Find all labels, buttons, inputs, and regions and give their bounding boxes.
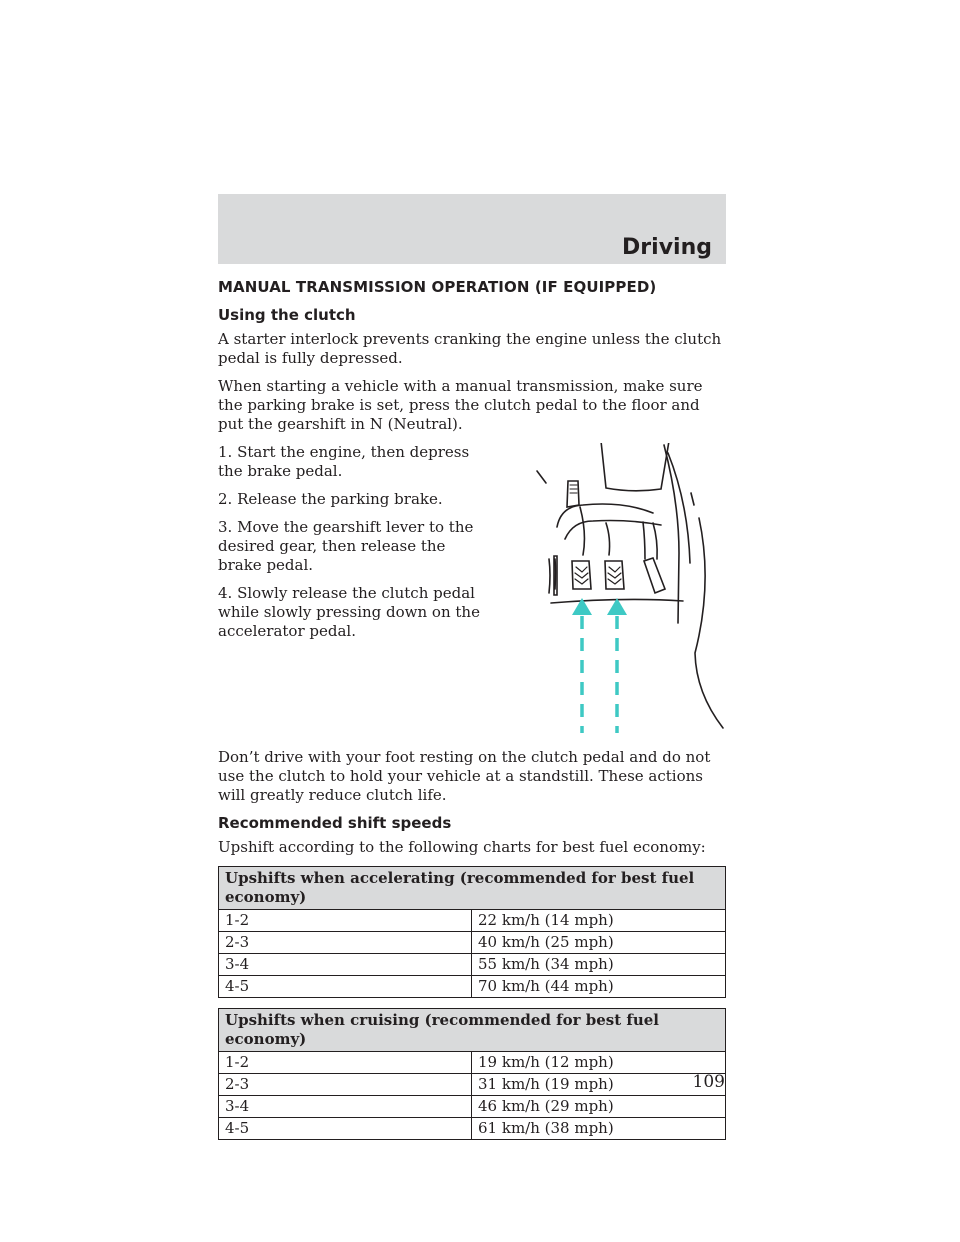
step-2: 2. Release the parking brake.	[218, 490, 443, 508]
table-header-row	[219, 867, 726, 910]
table-row	[219, 1118, 726, 1140]
gear-cell: 1-2	[219, 910, 472, 932]
table-title: Upshifts when accelerating (recommended for best fuel economy)	[219, 867, 726, 910]
table-title: Upshifts when cruising (recommended for best fuel economy)	[219, 1009, 726, 1052]
gear-cell: 1-2	[219, 1052, 472, 1074]
clutch-paragraph-3: Don’t drive with your foot resting on the clutch pedal and do not use the clutch to hold your vehicle at a standstill. These actions will greatly reduce clutch life.	[218, 748, 711, 804]
table-row	[219, 1052, 726, 1074]
table-header-row	[219, 1009, 726, 1052]
shift-subheading: Recommended shift speeds	[218, 814, 452, 832]
pedal-diagram-icon	[483, 443, 726, 748]
table-row	[219, 976, 726, 998]
table-row	[219, 954, 726, 976]
cruising-table	[218, 1008, 726, 1140]
gear-cell: 3-4	[219, 954, 472, 976]
speed-cell: 40 km/h (25 mph)	[472, 932, 726, 954]
step-3: 3. Move the gearshift lever to the desired gear, then release the brake pedal.	[218, 518, 474, 574]
table-row	[219, 1096, 726, 1118]
speed-cell: 70 km/h (44 mph)	[472, 976, 726, 998]
speed-cell: 22 km/h (14 mph)	[472, 910, 726, 932]
pedal-illustration	[483, 443, 726, 748]
table-row	[219, 1074, 726, 1096]
table-row	[219, 932, 726, 954]
steps-section	[218, 443, 726, 748]
clutch-paragraph-1: A starter interlock prevents cranking the engine unless the clutch pedal is fully depressed.	[218, 330, 722, 367]
speed-cell: 46 km/h (29 mph)	[472, 1096, 726, 1118]
step-1: 1. Start the engine, then depress the brake pedal.	[218, 443, 470, 480]
gear-cell: 2-3	[219, 1074, 472, 1096]
gear-cell: 2-3	[219, 932, 472, 954]
speed-cell: 31 km/h (19 mph)	[472, 1074, 726, 1096]
arrow-icons	[572, 598, 627, 733]
gear-cell: 4-5	[219, 1118, 472, 1140]
clutch-subheading: Using the clutch	[218, 306, 356, 324]
accelerating-table	[218, 866, 726, 998]
shift-intro: Upshift according to the following charts for best fuel economy:	[218, 838, 706, 856]
gear-cell: 3-4	[219, 1096, 472, 1118]
speed-cell: 55 km/h (34 mph)	[472, 954, 726, 976]
gear-cell: 4-5	[219, 976, 472, 998]
main-heading: MANUAL TRANSMISSION OPERATION (IF EQUIPPED)	[218, 278, 657, 296]
page-content	[218, 278, 726, 1150]
speed-cell: 61 km/h (38 mph)	[472, 1118, 726, 1140]
clutch-paragraph-2: When starting a vehicle with a manual transmission, make sure the parking brake is set, press the clutch pedal to the floor and put the gearshift in N (Neutral).	[218, 377, 703, 433]
section-title: Driving	[622, 235, 712, 260]
speed-cell: 19 km/h (12 mph)	[472, 1052, 726, 1074]
table-row	[219, 910, 726, 932]
steps-list	[218, 443, 483, 748]
header-band	[218, 194, 726, 264]
step-4: 4. Slowly release the clutch pedal while slowly pressing down on the accelerator pedal.	[218, 584, 480, 640]
page-number: 109	[692, 1072, 725, 1092]
